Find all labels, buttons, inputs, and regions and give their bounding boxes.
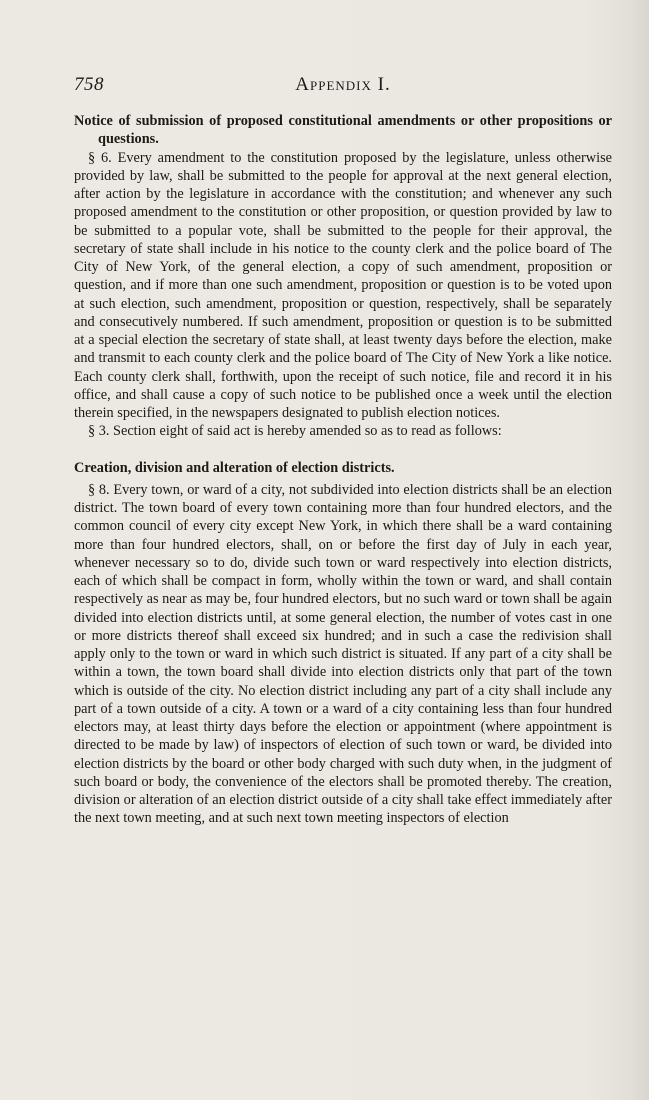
section-heading: Creation, division and alteration of election districts.	[74, 459, 395, 476]
section-heading: Notice of submission of proposed constitutional amendments or other propositions or questions.	[74, 113, 612, 148]
paragraph: § 8. Every town, or ward of a city, not subdivided into election districts shall be an election district. The town board of every town containing more than four hundred electors, and the common council of every city except New York, in which there shall be a ward containing more than four hundred electors, shall, on or before the first day of July in each year, whenever necessary so to do, divide such town or ward respectively into election districts, each of which shall be compact in form, wholly within the town or ward, and shall contain respectively as near as may be, four hundred electors, but no such ward or town shall be again divided into election districts until, at some general election, the number of votes cast in one or more districts thereof shall exceed six hundred; and in such a case the redivision shall apply only to the town or ward in which such district is situated. If any part of a city shall be within a town, the town board shall divide into election districts only that part of the town which is outside of the city. No election district including any part of a city shall include any part of a town outside of a city. A town or a ward of a city containing less than four hundred electors may, at least thirty days before the election or appointment (where appointment is directed to be made by law) of inspectors of election of such town or ward, be divided into election districts by the board or other body charged with such duty when, in the judgment of such board or body, the convenience of the electors shall be promoted thereby. The creation, division or alteration of an election district outside of a city shall take effect immediately after the next town meeting, and at such next town meeting inspectors of election	[74, 481, 612, 827]
page-number: 758	[74, 74, 104, 95]
paragraph: § 3. Section eight of said act is hereby amended so as to read as follows:	[88, 423, 502, 440]
page-header	[74, 74, 612, 98]
running-head: Appendix I.	[295, 74, 391, 95]
page-body	[74, 112, 612, 828]
paragraph: § 6. Every amendment to the constitution proposed by the legislature, unless otherwise provided by law, shall be submitted to the people for approval at the next general election, after action by the legislature in accordance with the constitution; and whenever any such proposed amendment to the constitution or other proposition, or question provided by law to be submitted to a popular vote, shall be submitted to the people for their approval, the secretary of state shall include in his notice to the county clerk and the police board of The City of New York, of the general election, a copy of such amendment, proposition or question, and if more than one such amendment, proposition or question is to be voted upon at such election, such amendment, proposition or question, respectively, shall be separately and consecutively numbered. If such amendment, proposition or question is to be submitted at a special election the secretary of state shall, at least twenty days before the election, make and transmit to each county clerk and the police board of The City of New York a like notice. Each county clerk shall, forthwith, upon the receipt of such notice, file and record it in his office, and shall cause a copy of such notice to be published once a week until the election therein specified, in the newspapers designated to publish election notices.	[74, 149, 612, 421]
